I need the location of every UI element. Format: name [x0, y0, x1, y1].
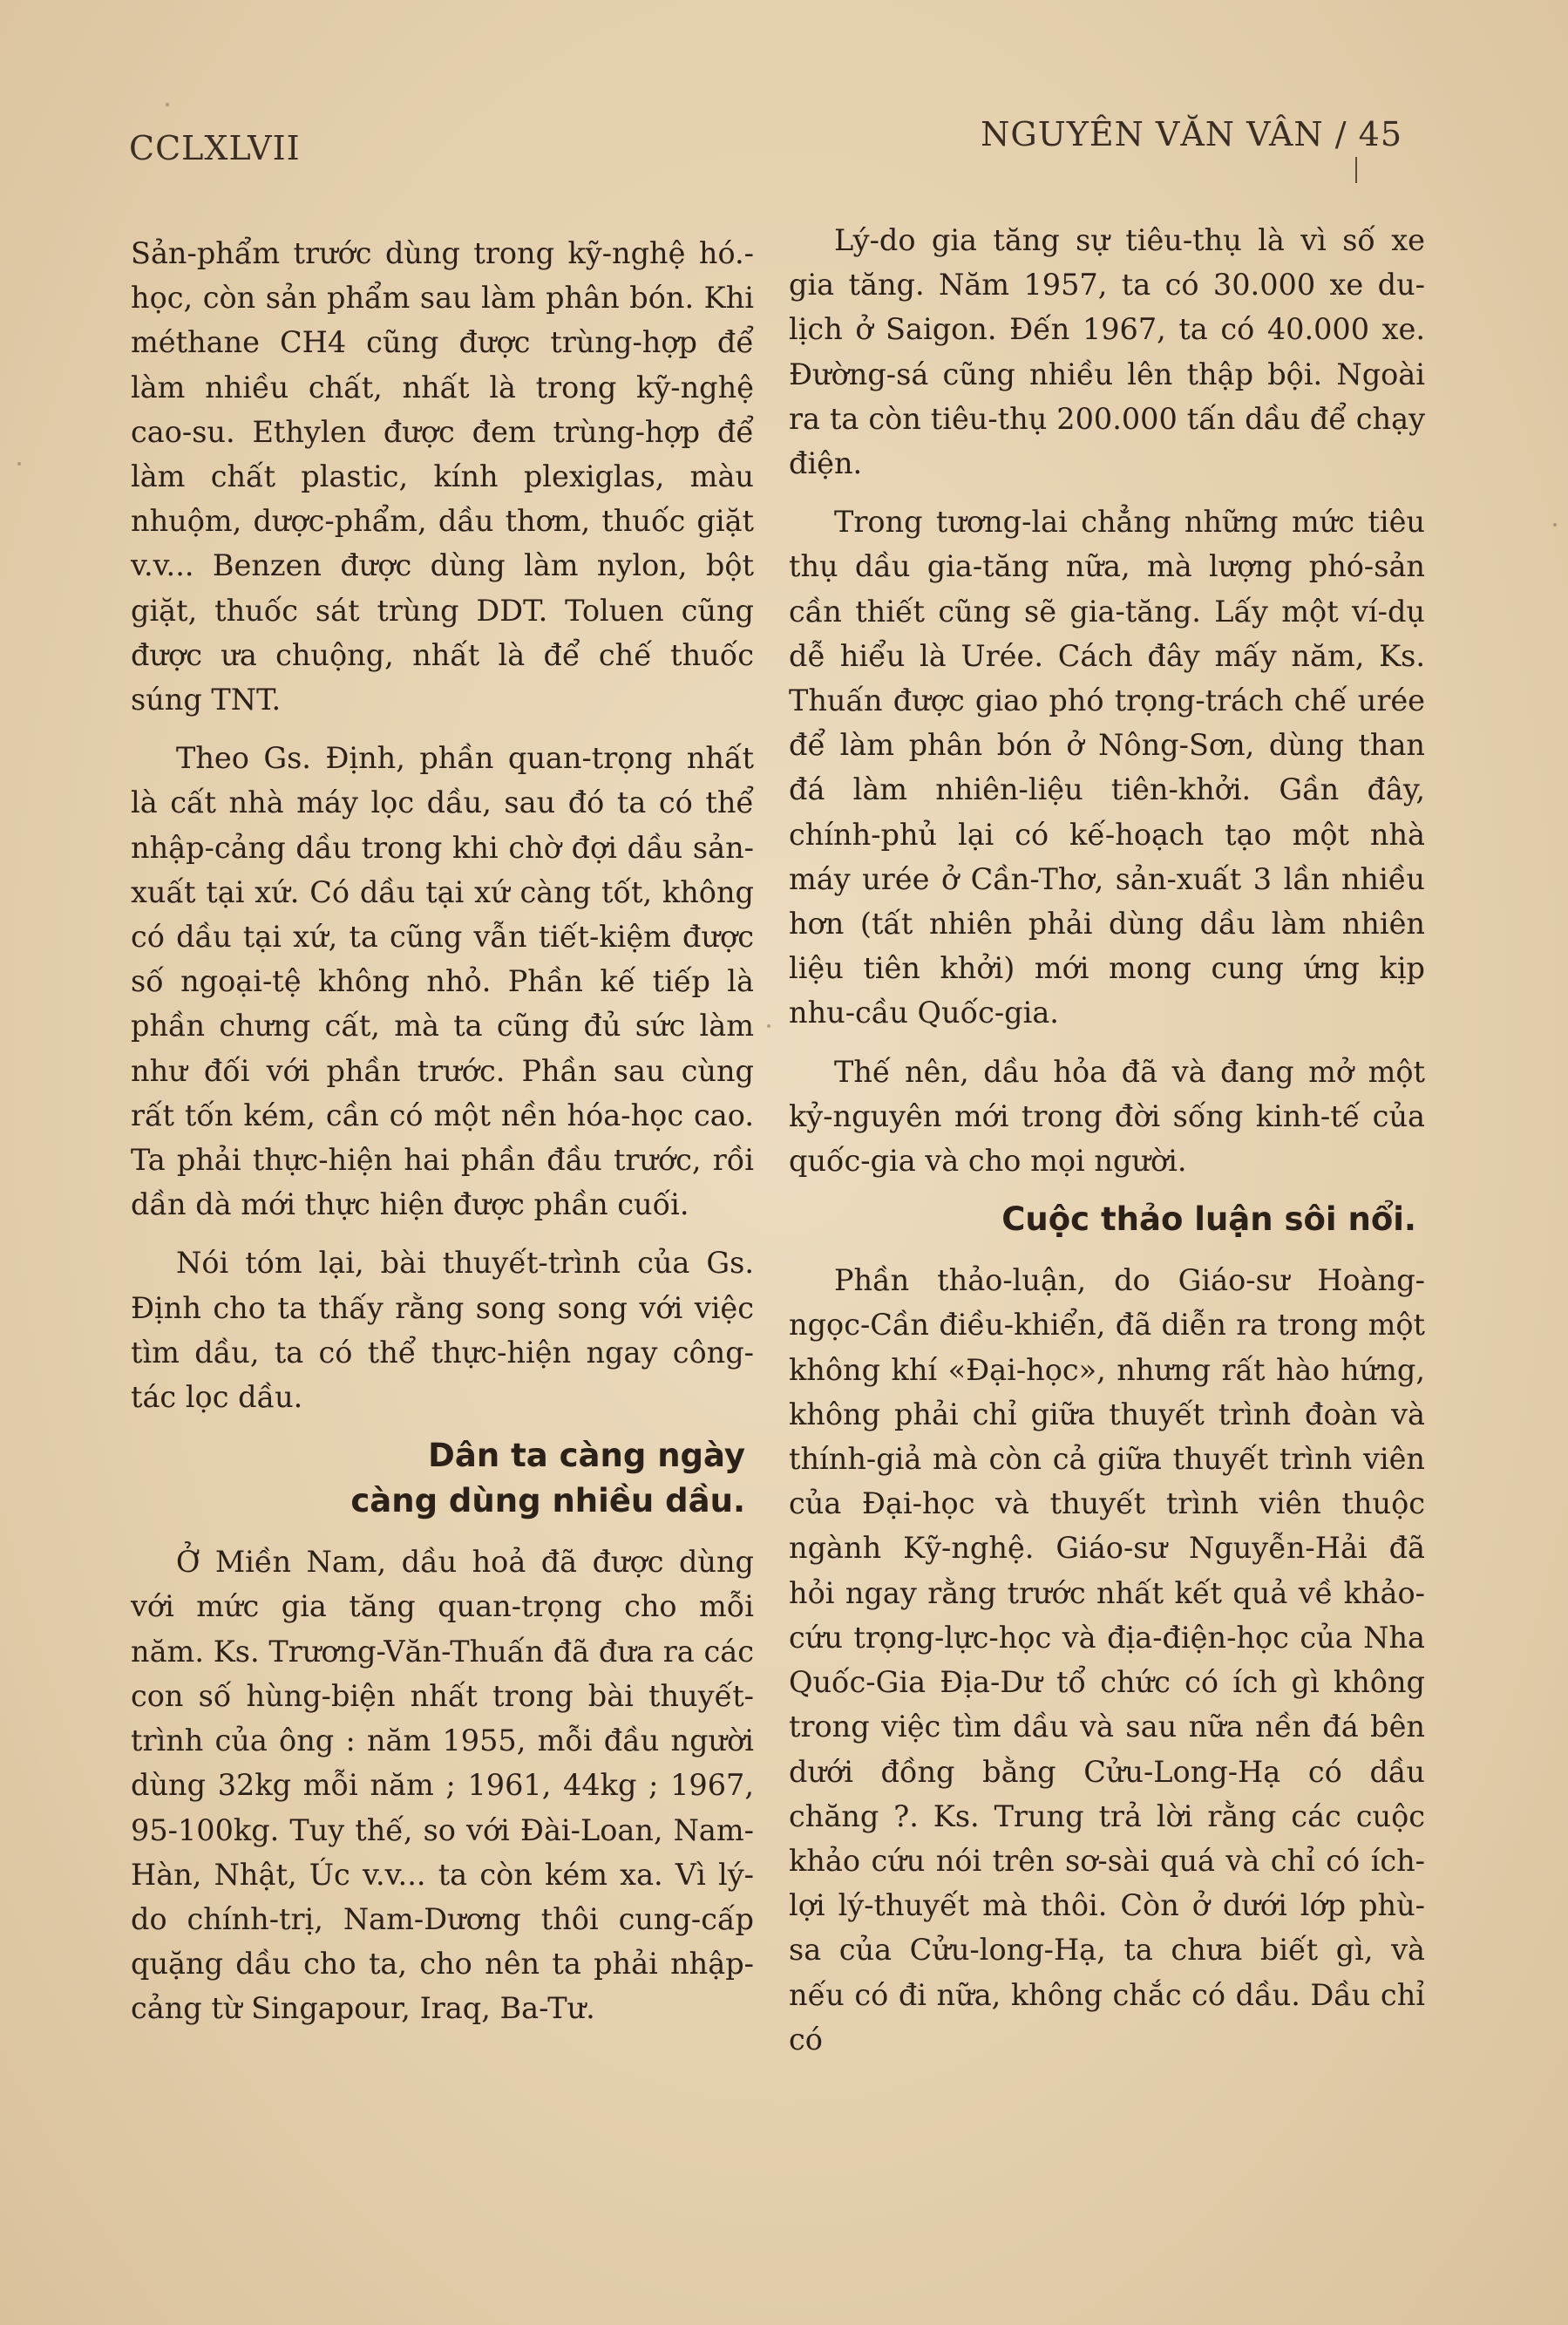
paragraph: Phần thảo-luận, do Giáo-sư Hoàng-ngọc-Cần điều-khiển, đã diễn ra trong một không khí «Đại-học», nhưng rất hào hứng, không phải chỉ giữa thuyết trình đoàn và thính-giả mà còn cả giữa thuyết trình viên của Đại-học và thuyết trình viên thuộc ngành Kỹ-nghệ. Giáo-sư Nguyễn-Hải đã hỏi ngay rằng trước nhất kết quả về khảo-cứu trọng-lực-học và địa-điện-học của Nha Quốc-Gia Địa-Dư tổ chức có ích gì không trong việc tìm dầu và sau nữa nền đá bên dưới đồng bằng Cửu-Long-Hạ có dầu chăng ?. Ks. Trung trả lời rằng các cuộc khảo cứu nói trên sơ-sài quá và chỉ có ích-lợi lý-thuyết mà thôi. Còn ở dưới lớp phù-sa của Cửu-long-Hạ, ta chưa biết gì, và nếu có đi nữa, không chắc có dầu. Dầu chỉ có [789, 1263, 1425, 2056]
paragraph: Trong tương-lai chẳng những mức tiêu thụ dầu gia-tăng nữa, mà lượng phó-sản cần thiết cũng sẽ gia-tăng. Lấy một ví-dụ dễ hiểu là Urée. Cách đây mấy năm, Ks. Thuấn được giao phó trọng-trách chế urée để làm phân bón ở Nông-Sơn, dùng than đá làm nhiên-liệu tiên-khởi. Gần đây, chính-phủ lại có kế-hoạch tạo một nhà máy urée ở Cần-Thơ, sản-xuất 3 lần nhiều hơn (tất nhiên phải dùng dầu làm nhiên liệu tiên khởi) mới mong cung ứng kịp nhu-cầu Quốc-gia. [789, 505, 1425, 1030]
section-heading [131, 1433, 754, 1524]
paragraph: Nói tóm lại, bài thuyết-trình của Gs. Định cho ta thấy rằng song song với việc tìm dầu, ta có thể thực-hiện ngay công-tác lọc dầu. [131, 1246, 754, 1415]
paragraph: Ở Miền Nam, dầu hoả đã được dùng với mức gia tăng quan-trọng cho mỗi năm. Ks. Trương-Văn-Thuấn đã đưa ra các con số hùng-biện nhất trong bài thuyết-trình của ông : năm 1955, mỗi đầu người dùng 32kg mỗi năm ; 1961, 44kg ; 1967, 95-100kg. Tuy thế, so với Đài-Loan, Nam-Hàn, Nhật, Úc v.v... ta còn kém xa. Vì lý-do chính-trị, Nam-Dương thôi cung-cấp quặng dầu cho ta, cho nên ta phải nhập-cảng từ Singapour, Iraq, Ba-Tư. [131, 1545, 754, 2026]
paper-speck [1553, 523, 1557, 527]
paper-speck [17, 462, 21, 466]
left-column [131, 231, 754, 2045]
paragraph: Thế nên, dầu hỏa đã và đang mở một kỷ-nguyên mới trong đời sống kinh-tế của quốc-gia và cho mọi người. [789, 1054, 1425, 1179]
section-heading-line-2: càng dùng nhiều dầu. [350, 1482, 745, 1520]
author-page-number: NGUYÊN VĂN VÂN / 45 [981, 115, 1402, 153]
paragraph: Theo Gs. Định, phần quan-trọng nhất là cất nhà máy lọc dầu, sau đó ta có thể nhập-cảng dầu trong khi chờ đợi dầu sản-xuất tại xứ. Có dầu tại xứ càng tốt, không có dầu tại xứ, ta cũng vẫn tiết-kiệm được số ngoại-tệ không nhỏ. Phần kế tiếp là phần chưng cất, mà ta cũng đủ sức làm như đối với phần trước. Phần sau cùng rất tốn kém, cần có một nền hóa-học cao. Ta phải thực-hiện hai phần đầu trước, rồi dần dà mới thực hiện được phần cuối. [131, 741, 754, 1222]
paper-speck [166, 103, 169, 106]
paper-speck [767, 1024, 770, 1028]
right-column [789, 218, 1425, 2076]
paragraph: Lý-do gia tăng sự tiêu-thụ là vì số xe gia tăng. Năm 1957, ta có 30.000 xe du-lịch ở Saigon. Đến 1967, ta có 40.000 xe. Đường-sá cũng nhiều lên thập bội. Ngoài ra ta còn tiêu-thụ 200.000 tấn dầu để chạy điện. [789, 223, 1425, 481]
section-heading: Cuộc thảo luận sôi nổi. [1001, 1200, 1416, 1239]
paragraph: Sản-phẩm trước dùng trong kỹ-nghệ hó.-học, còn sản phẩm sau làm phân bón. Khi méthane CH4 cũng được trùng-hợp để làm nhiều chất, nhất là trong kỹ-nghệ cao-su. Ethylen được đem trùng-hợp để làm chất plastic, kính plexiglas, màu nhuộm, dược-phẩm, dầu thơm, thuốc giặt v.v... Benzen được dùng làm nylon, bột giặt, thuốc sát trùng DDT. Toluen cũng được ưa chuộng, nhất là để chế thuốc súng TNT. [131, 236, 754, 717]
margin-mark [1355, 157, 1357, 183]
section-heading-line-1: Dân ta càng ngày [428, 1437, 745, 1475]
section-numeral: CCLXLVII [129, 129, 301, 167]
